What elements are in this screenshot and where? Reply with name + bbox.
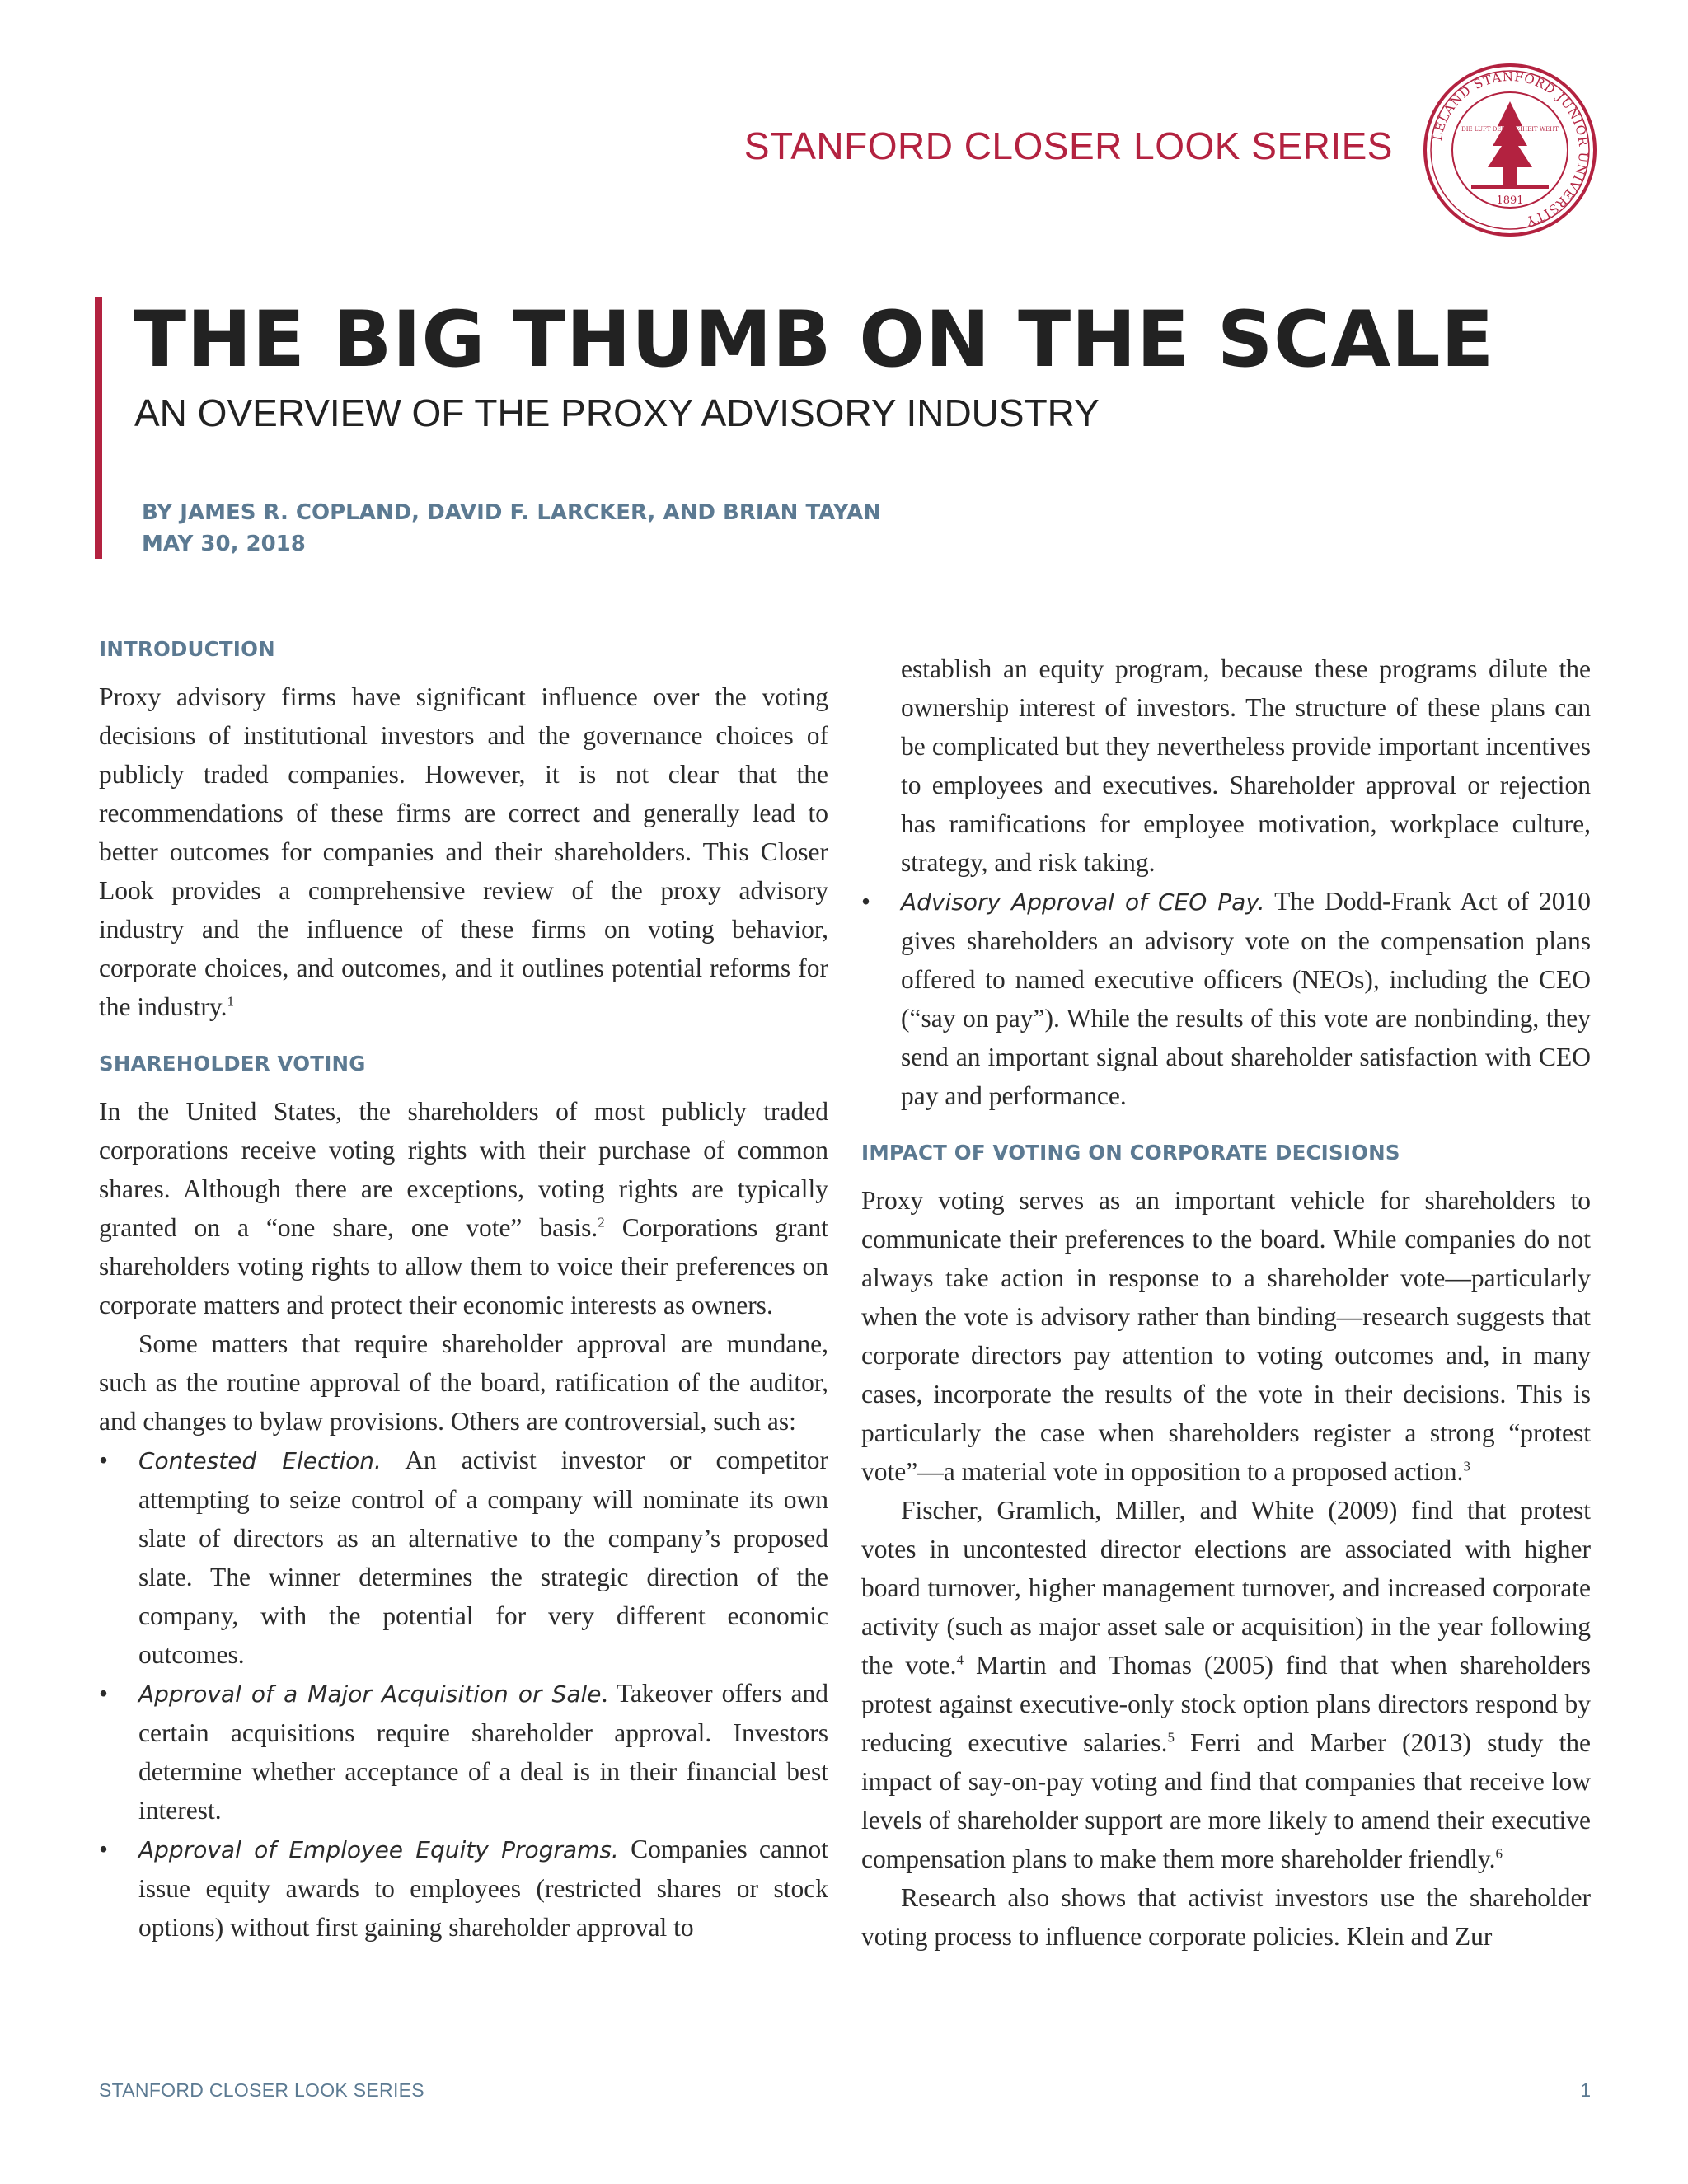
list-item-label: Approval of Employee Equity Programs. <box>138 1836 619 1863</box>
document-subtitle: AN OVERVIEW OF THE PROXY ADVISORY INDUSTRY <box>134 391 1100 434</box>
list-item: • Approval of a Major Acquisition or Sale. Takeover offers and certain acquisitions require shareholder approval. Investors determine whether acceptance of a deal is in their financial best interest. <box>99 1674 828 1830</box>
bullet: • <box>861 887 871 916</box>
stanford-seal-logo <box>1422 62 1598 238</box>
footnote-ref: 5 <box>1167 1729 1175 1746</box>
section-heading-impact-of-voting: IMPACT OF VOTING ON CORPORATE DECISIONS <box>861 1141 1400 1165</box>
title-accent-bar <box>95 297 102 559</box>
list-item-label: Contested Election. <box>138 1447 382 1474</box>
bullet: • <box>99 1679 109 1708</box>
footnote-ref: 4 <box>956 1652 964 1668</box>
footer-series: STANFORD CLOSER LOOK SERIES <box>99 2079 424 2101</box>
page-number: 1 <box>1580 2079 1591 2101</box>
bullet: • <box>99 1446 109 1474</box>
footnote-ref: 2 <box>598 1214 605 1230</box>
section-heading-shareholder-voting: SHAREHOLDER VOTING <box>99 1052 366 1076</box>
document-title: THE BIG THUMB ON THE SCALE <box>134 295 1494 385</box>
controversial-matters-list <box>99 1441 828 1947</box>
list-item: • Contested Election. An activist investor or competitor attempting to seize control of a company will nominate its own slate of directors as an alternative to the company’s proposed slate. The winner determines the strategic direction of the company, with the potential for very different economic outcomes. <box>99 1441 828 1674</box>
publication-date: MAY 30, 2018 <box>142 532 306 556</box>
left-column <box>99 633 828 1947</box>
seal-motto: DIE LUFT DER FREIHEIT WEHT <box>1461 126 1559 133</box>
list-item-label: Advisory Approval of CEO Pay. <box>901 888 1265 916</box>
seal-ring-text: LELAND STANFORD JUNIOR UNIVERSITY <box>1429 68 1592 229</box>
list-item-label: Approval of a Major Acquisition or Sale <box>138 1680 602 1708</box>
right-column <box>861 649 1591 1956</box>
list-item-continuation: establish an equity program, because these programs dilute the ownership interest of investors. The structure of these plans can be complicated but they nevertheless provide important incentives to employees and executives. Shareholder approval or rejection has ramifications for employee motivation, workplace culture, strategy, and risk taking. <box>901 654 1591 877</box>
controversial-matters-list-continued <box>861 649 1591 1115</box>
voting-paragraph-1: In the United States, the shareholders of most publicly traded corporations receive voting rights with their purchase of common shares. Although there are exceptions, voting rights are typically granted on a “one share, one vote” basis.$^2$ Corporations grant shareholders voting rights to allow them to voice their preferences on corporate matters and protect their economic interests as owners. <box>99 1097 828 1319</box>
authors: BY JAMES R. COPLAND, DAVID F. LARCKER, AND BRIAN TAYAN <box>142 500 882 525</box>
voting-paragraph-2: Some matters that require shareholder approval are mundane, such as the routine approval of the board, ratification of the auditor, and changes to bylaw provisions. Others are controversial, such as: <box>99 1329 828 1436</box>
list-item: • Approval of Employee Equity Programs. Companies cannot issue equity awards to employees (restricted shares or stock options) without first gaining shareholder approval to <box>99 1830 828 1947</box>
footnote-ref: 6 <box>1495 1845 1503 1862</box>
footnote-ref: 3 <box>1463 1458 1470 1474</box>
bullet: • <box>99 1835 109 1863</box>
series-title: STANFORD CLOSER LOOK SERIES <box>743 124 1393 167</box>
byline <box>142 497 881 560</box>
footnote-ref: 1 <box>227 993 234 1010</box>
impact-paragraph-2: Fischer, Gramlich, Miller, and White (2009) find that protest votes in uncontested director elections are associated with higher board turnover, higher management turnover, and increased corporate activity (such as major asset sale or acquisition) in the year following the vote.$^4$ Martin and Thomas (2005) find that when shareholders protest against executive-only stock option plans directors respond by reducing executive salaries.$^5$ Ferri and Marber (2013) study the impact of say-on-pay voting and find that companies that receive low levels of shareholder support are more likely to amend their executive compensation plans to make them more shareholder friendly.$^6$ <box>861 1496 1591 1873</box>
impact-paragraph-1: Proxy voting serves as an important vehicle for shareholders to communicate their preferences to the board. While companies do not always take action in response to a shareholder vote—particularly when the vote is advisory rather than binding—research suggests that corporate directors pay attention to voting outcomes and, in many cases, incorporate the results of the vote in their decisions. This is particularly the case when shareholders register a strong “protest vote”—a material vote in opposition to a proposed action.$^3$ <box>861 1186 1591 1486</box>
intro-paragraph: Proxy advisory firms have significant influence over the voting decisions of institutional investors and the governance choices of publicly traded companies. However, it is not clear that the recommendations of these firms are correct and generally lead to better outcomes for companies and their shareholders. This Closer Look provides a comprehensive review of the proxy advisory industry and the influence of these firms on voting behavior, corporate choices, and outcomes, and it outlines potential reforms for the industry.$^1$ <box>99 682 828 1021</box>
seal-year: 1891 <box>1496 194 1524 207</box>
list-item: • Advisory Approval of CEO Pay. The Dodd-Frank Act of 2010 gives shareholders an advisory vote on the compensation plans offered to named executive officers (NEOs), including the CEO (“say on pay”). While the results of this vote are nonbinding, they send an important signal about shareholder satisfaction with CEO pay and performance. <box>861 882 1591 1115</box>
impact-paragraph-3: Research also shows that activist investors use the shareholder voting process to influence corporate policies. Klein and Zur <box>861 1883 1591 1951</box>
section-heading-introduction: INTRODUCTION <box>99 637 275 661</box>
